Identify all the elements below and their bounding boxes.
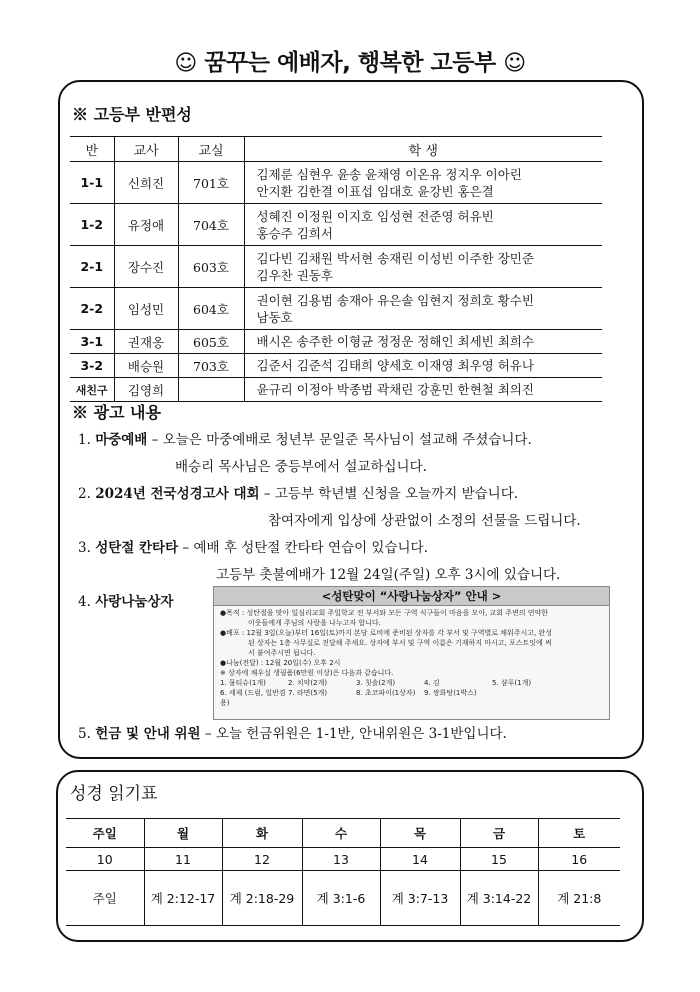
date-cell: 10 <box>66 848 144 871</box>
ad-text: 오늘은 마중예배로 청년부 문일준 목사님이 설교해 주셨습니다. <box>162 432 532 448</box>
header-teacher: 교사 <box>114 137 178 162</box>
reading-passages-row <box>66 871 620 926</box>
table-row <box>70 354 602 378</box>
ad-item-1 <box>78 428 532 448</box>
students-cell <box>244 288 602 330</box>
students-line: 안지환 김한결 이표섭 임대호 윤강빈 홍은결 <box>256 183 494 199</box>
notice-share: ●나눔(전달) : 12월 20일(수) 오후 2시 <box>220 659 341 667</box>
ad-title: 성탄절 칸타타 <box>95 540 179 556</box>
gift-item: 8. 초코파이(1상자) <box>356 689 416 697</box>
ban-cell: 새친구 <box>70 378 114 402</box>
bible-reading-table <box>66 818 620 926</box>
page-title <box>0 44 700 77</box>
students-cell <box>244 162 602 204</box>
ban-cell: 2-1 <box>70 246 114 288</box>
passage-cell: 계 21:8 <box>538 871 620 926</box>
ad-number: 4. <box>78 594 91 610</box>
students-line: 김제룬 심현우 윤송 윤채영 이온유 정지우 이아린 <box>256 166 522 182</box>
gift-item: 9. 쌍화탕(1박스) <box>424 689 477 697</box>
class-section-heading: ※ 고등부 반편성 <box>72 105 192 124</box>
notice-note: ※ 상자에 채우실 생필품(6만원 이상)은 다음과 같습니다. <box>220 669 394 677</box>
ban-cell: 1-1 <box>70 162 114 204</box>
students-line: 성혜진 이정원 이지호 임성현 전준영 허유빈 <box>256 208 494 224</box>
ad-item-1-line2: 배승리 목사님은 중등부에서 설교하십니다. <box>175 459 427 475</box>
passage-cell: 계 2:12-17 <box>144 871 222 926</box>
room-cell: 704호 <box>178 204 244 246</box>
ad-number: 2. <box>78 486 91 502</box>
ban-cell: 3-2 <box>70 354 114 378</box>
table-row <box>70 330 602 354</box>
gift-item: 2. 치약(2개) <box>288 679 328 687</box>
notice-purpose-cont: 이웃들에게 주님의 사랑을 나누고자 합니다. <box>248 619 381 627</box>
table-row <box>70 288 602 330</box>
gift-item: 5. 샴푸(1개) <box>492 679 532 687</box>
students-line: 남동호 <box>256 309 293 325</box>
date-cell: 16 <box>538 848 620 871</box>
ad-item-5 <box>78 722 507 742</box>
ad-number: 3. <box>78 540 91 556</box>
ad-text: 고등부 학년별 신청을 오늘까지 받습니다. <box>274 486 519 502</box>
ban-cell: 2-2 <box>70 288 114 330</box>
notice-distribution-cont: 된 상자는 1층 사무실로 전달해 주세요. 상자에 부서 및 구역 이름은 기재하지 마시고, 포스트잇에 써 <box>248 639 552 647</box>
students-cell <box>244 330 602 354</box>
ad-separator: – <box>259 486 275 502</box>
students-cell <box>244 354 602 378</box>
ad-title: 마중예배 <box>95 432 148 448</box>
ads-heading: ※ 광고 내용 <box>72 403 161 422</box>
passage-cell: 계 3:14-22 <box>460 871 538 926</box>
table-header-row <box>70 137 602 162</box>
smile-right-icon: ☺ <box>503 51 526 76</box>
teacher-cell: 신희진 <box>114 162 178 204</box>
table-row <box>70 246 602 288</box>
reading-heading: 성경 읽기표 <box>70 784 158 804</box>
teacher-cell: 임성민 <box>114 288 178 330</box>
students-line: 윤규리 이정아 박종범 곽채린 강훈민 한현철 최의진 <box>256 382 534 397</box>
day-header: 화 <box>222 819 302 848</box>
date-cell: 15 <box>460 848 538 871</box>
class-assignment-table <box>70 136 602 402</box>
students-cell <box>244 378 602 402</box>
students-line: 권이현 김용범 송재아 유은솔 임현지 정희호 황수빈 <box>256 292 534 308</box>
passage-cell: 주일 <box>66 871 144 926</box>
ban-cell: 1-2 <box>70 204 114 246</box>
teacher-cell: 유정애 <box>114 204 178 246</box>
date-cell: 12 <box>222 848 302 871</box>
ad-item-2 <box>78 482 518 502</box>
teacher-cell: 장수진 <box>114 246 178 288</box>
ad-text: 오늘 헌금위원은 1-1반, 안내위원은 3-1반입니다. <box>215 726 507 742</box>
ad-item-3 <box>78 536 428 556</box>
table-row <box>70 204 602 246</box>
notice-body <box>214 606 609 710</box>
date-cell: 14 <box>380 848 460 871</box>
students-line: 홍승주 김희서 <box>256 225 333 241</box>
love-box-notice <box>213 586 610 720</box>
ad-title: 사랑나눔상자 <box>95 594 174 610</box>
ad-item-3-line2: 고등부 촛불예배가 12월 24일(주일) 오후 3시에 있습니다. <box>216 567 561 583</box>
room-cell: 603호 <box>178 246 244 288</box>
room-cell: 701호 <box>178 162 244 204</box>
reading-days-row <box>66 819 620 848</box>
students-line: 김준서 김준석 김태희 양세호 이재영 최우영 허유나 <box>256 358 534 373</box>
room-cell: 703호 <box>178 354 244 378</box>
notice-distribution: ●배포 : 12월 3일(오늘)부터 16일(토)까지 본당 로비에 준비된 상자를 각 부서 및 구역별로 채워주시고, 완성 <box>220 629 552 637</box>
room-cell: 604호 <box>178 288 244 330</box>
notice-purpose: ●목적 : 성탄절을 맞아 일심리교회 주일학교 전 부서와 모든 구역 식구들이 마음을 모아, 교회 주변의 연약한 <box>220 609 549 617</box>
room-cell <box>178 378 244 402</box>
notice-distribution-cont: 서 붙여주시면 됩니다. <box>248 649 316 657</box>
gift-item: 4. 김 <box>424 679 440 687</box>
ad-number: 1. <box>78 432 91 448</box>
students-line: 김우찬 권동후 <box>256 267 333 283</box>
passage-cell: 계 3:1-6 <box>302 871 380 926</box>
notice-header: <성탄맞이 “사랑나눔상자” 안내 > <box>214 587 609 606</box>
day-header: 수 <box>302 819 380 848</box>
students-cell <box>244 246 602 288</box>
day-header: 목 <box>380 819 460 848</box>
gift-list <box>220 678 603 708</box>
ad-separator: – <box>200 726 216 742</box>
passage-cell: 계 3:7-13 <box>380 871 460 926</box>
teacher-cell: 배승원 <box>114 354 178 378</box>
date-cell: 13 <box>302 848 380 871</box>
gift-item: 1. 물티슈(1개) <box>220 679 266 687</box>
reading-dates-row <box>66 848 620 871</box>
ad-number: 5. <box>78 726 91 742</box>
ad-title: 2024년 전국성경고사 대회 <box>95 486 260 502</box>
ban-cell: 3-1 <box>70 330 114 354</box>
students-line: 배시온 송주한 이형균 정정운 정해인 최세빈 최희수 <box>256 334 534 349</box>
passage-cell: 계 2:18-29 <box>222 871 302 926</box>
smile-left-icon: ☺ <box>174 51 197 76</box>
day-header: 주일 <box>66 819 144 848</box>
gift-item: 3. 칫솔(2개) <box>356 679 396 687</box>
teacher-cell: 권재옹 <box>114 330 178 354</box>
gift-item: 6. 세제 (드럼, 일반겸용) <box>220 689 286 707</box>
header-room: 교실 <box>178 137 244 162</box>
ad-item-2-line2: 참여자에게 입상에 상관없이 소정의 선물을 드립니다. <box>268 513 581 529</box>
day-header: 토 <box>538 819 620 848</box>
table-row <box>70 162 602 204</box>
ad-text: 예배 후 성탄절 칸타타 연습이 있습니다. <box>193 540 428 556</box>
gift-item: 7. 라면(5개) <box>288 689 328 697</box>
header-ban: 반 <box>70 137 114 162</box>
table-row <box>70 378 602 402</box>
students-line: 김다빈 김채원 박서현 송재린 이성빈 이주한 장민준 <box>256 250 534 266</box>
page-title-text: 꿈꾸는 예배자, 행복한 고등부 <box>204 50 496 76</box>
teacher-cell: 김영희 <box>114 378 178 402</box>
room-cell: 605호 <box>178 330 244 354</box>
day-header: 월 <box>144 819 222 848</box>
day-header: 금 <box>460 819 538 848</box>
ad-separator: – <box>178 540 194 556</box>
ad-title: 헌금 및 안내 위원 <box>95 726 201 742</box>
header-students: 학 생 <box>244 137 602 162</box>
ad-item-4 <box>78 590 173 610</box>
date-cell: 11 <box>144 848 222 871</box>
ad-separator: – <box>147 432 163 448</box>
students-cell <box>244 204 602 246</box>
